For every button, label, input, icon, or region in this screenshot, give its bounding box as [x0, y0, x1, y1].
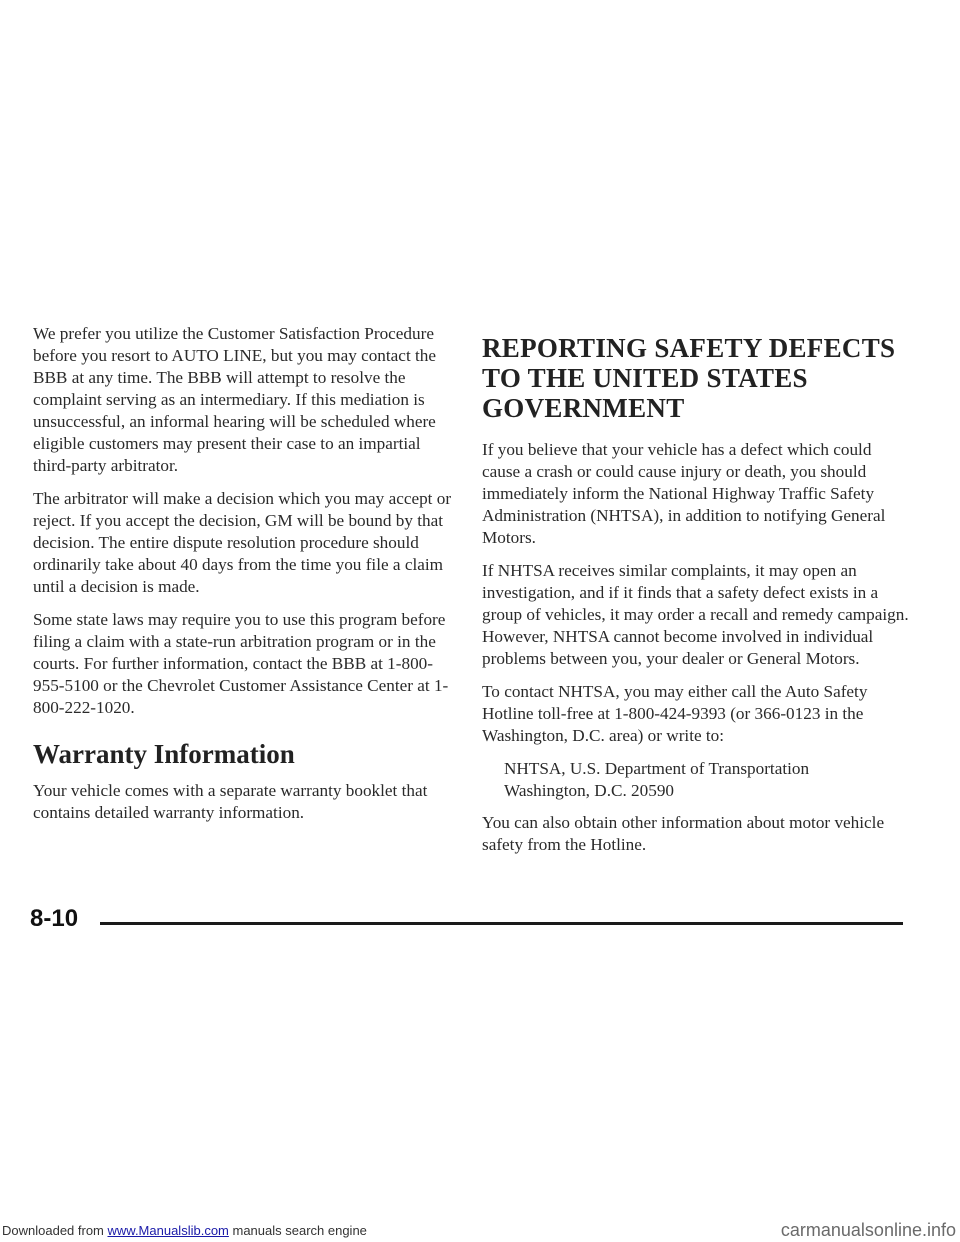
- page-number: 8-10: [30, 905, 79, 932]
- paragraph: If you believe that your vehicle has a defect which could cause a crash or could cause injury or death, you should immediately inform the National Highway Traffic Safety Administration (NHTSA), in addition to notifying General Motors.: [482, 440, 886, 547]
- manualslib-link[interactable]: www.Manualslib.com: [107, 1223, 229, 1238]
- paragraph: If NHTSA receives similar complaints, it may open an investigation, and if it finds that a safety defect exists in a group of vehicles, it may order a recall and remedy campaign. However, NHTSA cannot become involved in individual problems between you, your dealer or General Motors.: [482, 561, 909, 668]
- paragraph: Your vehicle comes with a separate warranty booklet that contains detailed warranty information.: [33, 781, 428, 822]
- download-text: [2, 1223, 367, 1238]
- paragraph: You can also obtain other information about motor vehicle safety from the Hotline.: [482, 813, 885, 854]
- download-banner: [0, 1220, 960, 1242]
- download-prefix: Downloaded from: [2, 1223, 108, 1238]
- right-column: [482, 333, 912, 867]
- section-heading-safety-defects: REPORTING SAFETY DEFECTS TO THE UNITED STATES GOVERNMENT: [482, 333, 896, 423]
- section-heading-warranty: Warranty Information: [33, 739, 295, 769]
- watermark-logo: carmanualsonline.info: [780, 1220, 956, 1240]
- nhtsa-address: [504, 758, 912, 802]
- download-suffix: manuals search engine: [228, 1223, 367, 1238]
- paragraph: The arbitrator will make a decision which you may accept or reject. If you accept the decision, GM will be bound by that decision. The entire dispute resolution procedure should ordinarily take about 40 days from the time you file a claim until a decision is made.: [33, 489, 452, 596]
- address-line: Washington, D.C. 20590: [504, 781, 675, 800]
- address-line: NHTSA, U.S. Department of Transportation: [504, 759, 810, 778]
- paragraph: We prefer you utilize the Customer Satisfaction Procedure before you resort to AUTO LINE, but you may contact the BBB at any time. The BBB will attempt to resolve the complaint serving as an intermediary. If this mediation is unsuccessful, an informal hearing will be scheduled where eligible customers may present their case to an impartial third-party arbitrator.: [33, 324, 437, 475]
- left-column: [33, 323, 453, 835]
- paragraph: To contact NHTSA, you may either call the Auto Safety Hotline toll-free at 1-800-424-9393 (or 366-0123 in the Washington, D.C. area) or write to:: [482, 682, 868, 745]
- paragraph: Some state laws may require you to use this program before filing a claim with a state-run arbitration program or in the courts. For further information, contact the BBB at 1-800-955-5100 or the Chevrolet Customer Assistance Center at 1-800-222-1020.: [33, 610, 449, 717]
- footer-rule: [100, 922, 903, 925]
